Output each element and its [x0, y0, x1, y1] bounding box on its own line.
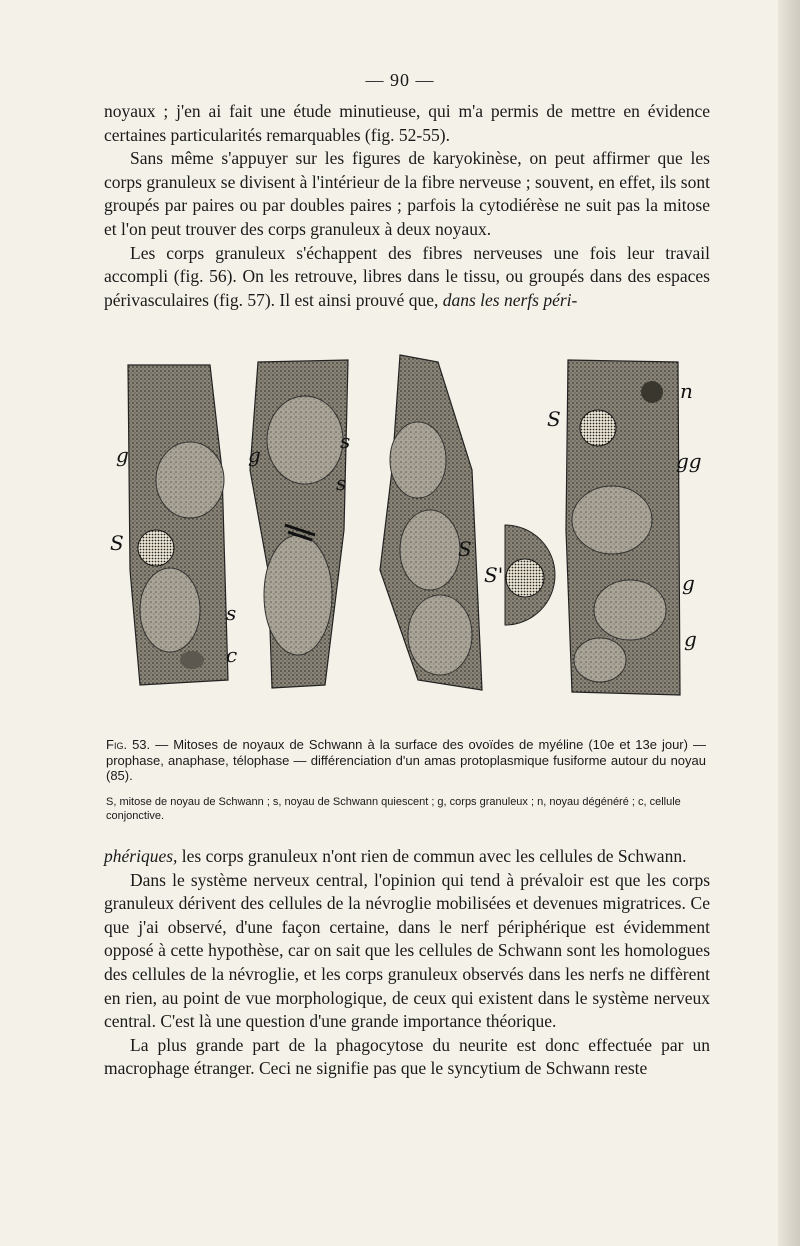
label-s-3: s — [336, 471, 347, 495]
paragraph-2: Sans même s'appuyer sur les figures de karyokinèse, on peut affirmer que les corps granuleux se divisent à l'intérieur de la fibre nerveuse ; souvent, en effet, ils sont groupés par paires ou par doubles paires ; parfois la cytodiérèse ne suit pas la mitose et l'on peut trouver des corps granuleux à deux noyaux. — [104, 148, 710, 239]
figure-illustration — [100, 350, 712, 725]
label-g-4: g — [684, 627, 697, 651]
label-g-1: g — [116, 443, 129, 467]
panel-3 — [380, 355, 482, 690]
label-S-3: S — [547, 407, 561, 431]
label-n: n — [680, 379, 693, 403]
figure-number: Fig. 53. — [106, 737, 151, 752]
paragraph-4-italic: phériques, — [104, 846, 178, 866]
label-g-3: g — [682, 571, 695, 595]
paragraph-6: La plus grande part de la phagocytose du neurite est donc effectuée par un macrophage étranger. Ceci ne signifie pas que le syncytium de Schwann reste — [104, 1034, 710, 1079]
paragraph-3 — [104, 242, 710, 313]
bottom-text-block — [104, 845, 710, 1081]
top-text-block — [104, 100, 710, 312]
figure-caption-text: — Mitoses de noyaux de Schwann à la surface des ovoïdes de myéline (10e et 13e jour) — prophase, anaphase, télophase — différenciation d'un amas protoplasmique fusiforme autour du noyau (85). — [106, 737, 706, 783]
panel-detail-nucleus — [505, 525, 555, 625]
label-S-1: S — [110, 531, 124, 555]
label-s-1: s — [226, 601, 237, 625]
figure-legend: S, mitose de noyau de Schwann ; s, noyau de Schwann quiescent ; g, corps granuleux ; n, noyau dégénéré ; c, cellule conjonctive. — [106, 796, 681, 822]
label-g-2: g — [248, 443, 261, 467]
label-S-prime: S' — [484, 563, 504, 587]
figure-53 — [100, 350, 712, 725]
paragraph-4-text: les corps granuleux n'ont rien de commun avec les cellules de Schwann. — [177, 846, 687, 866]
page-edge — [778, 0, 800, 1246]
label-gg: gg — [676, 449, 702, 473]
panel-4 — [566, 360, 680, 695]
paragraph-3-text: Les corps granuleux s'échappent des fibres nerveuses une fois leur travail accompli (fig. 56). On les retrouve, libres dans le tissu, ou groupés dans des espaces périvasculaires (fig. 57). Il est ainsi prouvé que, — [104, 242, 710, 310]
label-s-2: s — [340, 429, 351, 453]
figure-caption — [106, 737, 706, 784]
label-S-2: S — [458, 537, 472, 561]
panel-1 — [128, 365, 228, 685]
page-number: — 90 — — [365, 70, 435, 90]
panel-2 — [250, 360, 351, 688]
label-c-1: c — [226, 643, 238, 667]
paragraph-3-italic: dans les nerfs péri- — [442, 289, 578, 310]
paragraph-5: Dans le système nerveux central, l'opinion qui tend à prévaloir est que les corps granuleux dérivent des cellules de la névroglie mobilisées et devenues migratrices. Ce que j'ai observé, d'une façon certaine, dans le nerf périphérique est évidemment opposé à cette hypothèse, car on sait que les cellules de Schwann sont les homologues des cellules de la névroglie, et les corps granuleux observés dans les nerfs ne diffèrent en rien, au point de vue morphologique, de ceux qui existent dans le système nerveux central. C'est là une question d'une grande importance théorique. — [104, 869, 710, 1032]
paragraph-1: noyaux ; j'en ai fait une étude minutieuse, qui m'a permis de mettre en évidence certaines particularités remarquables (fig. 52-55). — [104, 101, 710, 145]
paragraph-4 — [104, 845, 710, 869]
